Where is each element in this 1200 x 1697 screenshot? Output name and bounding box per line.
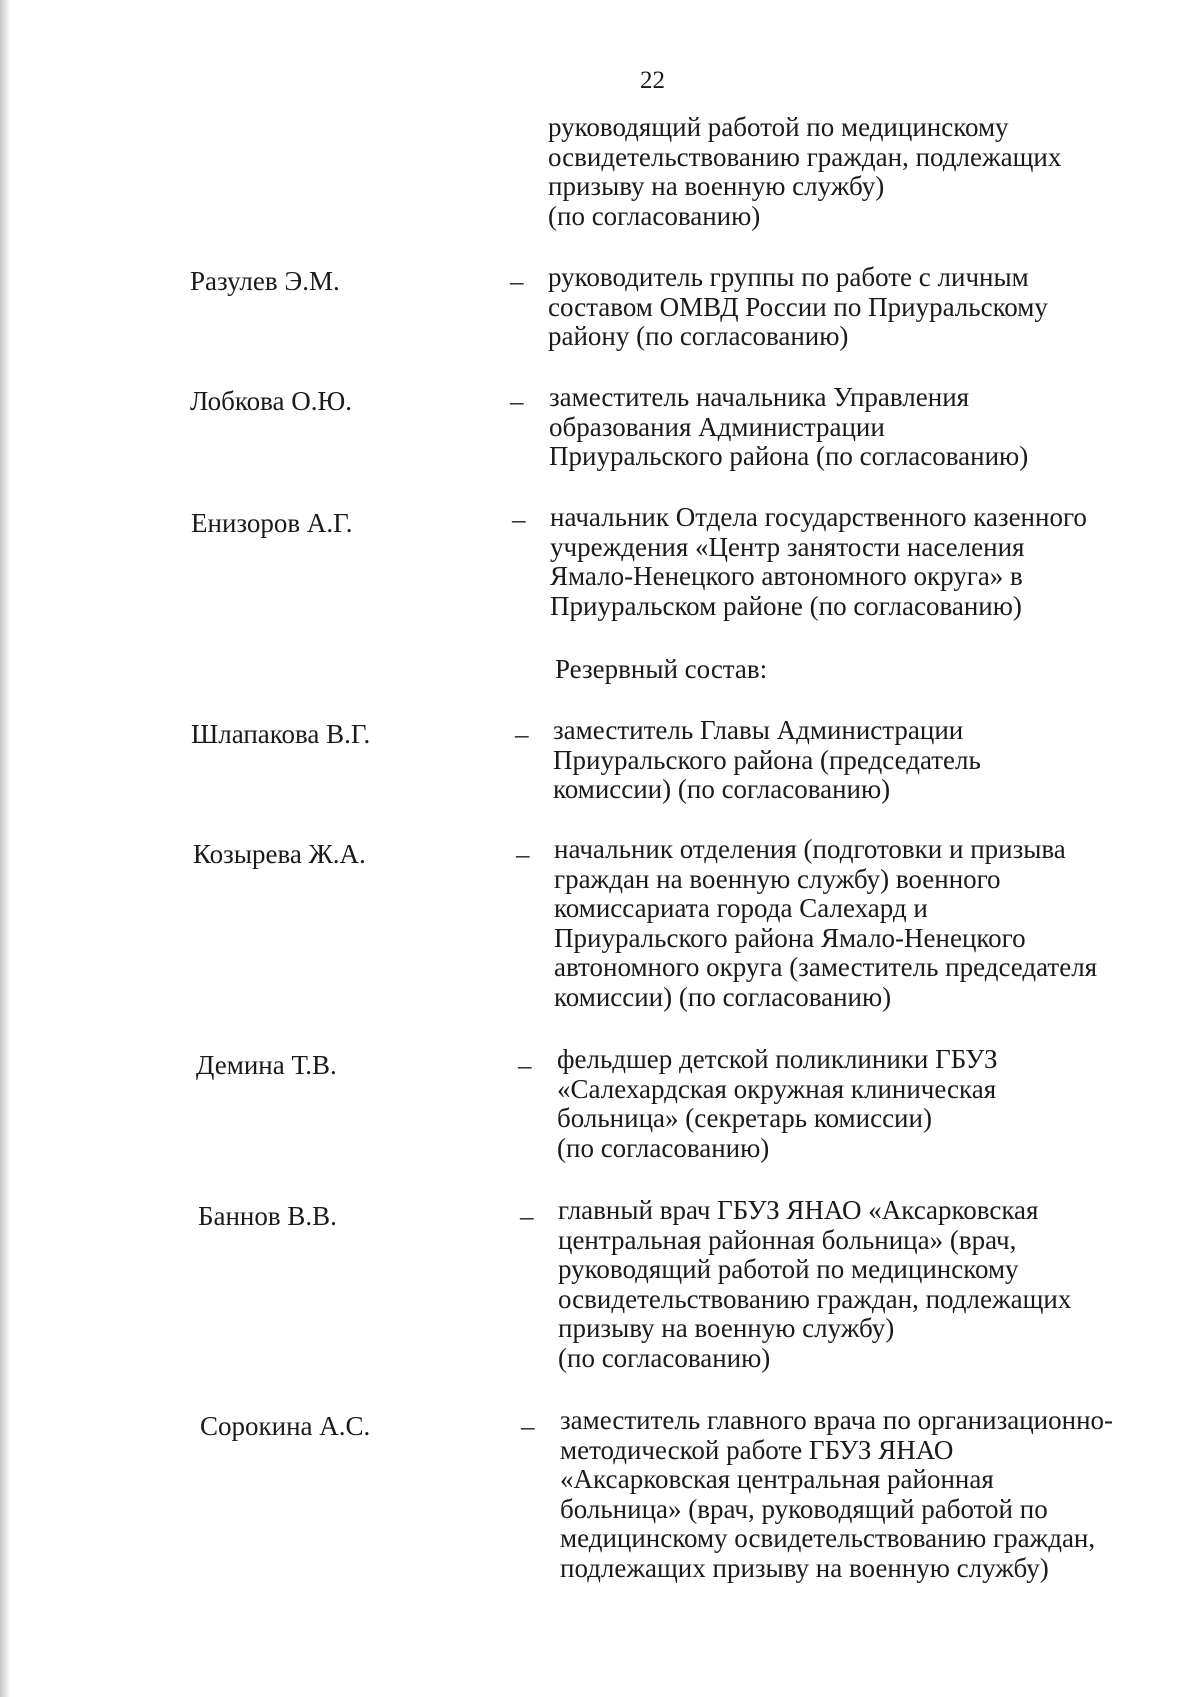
description-line: Приуральского района (по согласованию)	[549, 441, 1029, 471]
description-line: Ямало-Ненецкого автономного округа» в	[550, 561, 1023, 591]
description-line: центральная районная больница» (врач,	[558, 1224, 1017, 1255]
member-name: Лобкова О.Ю.	[190, 386, 352, 416]
member-description	[548, 263, 1048, 352]
dash-separator: –	[512, 504, 526, 534]
description-line: заместитель главного врача по организационно-	[560, 1405, 1114, 1435]
intro-block	[548, 113, 1061, 231]
description-line: комиссии) (по согласованию)	[554, 981, 892, 1012]
intro-line: освидетельствованию граждан, подлежащих	[548, 141, 1062, 172]
description-line: главный врач ГБУЗ ЯНАО «Аксарковская	[558, 1195, 1039, 1225]
member-name: Разулев Э.М.	[190, 266, 340, 296]
description-line: медицинскому освидетельствованию граждан,	[560, 1523, 1096, 1553]
description-line: руководящий работой по медицинскому	[558, 1254, 1019, 1284]
scan-edge	[0, 0, 10, 1697]
dash-separator: –	[518, 1050, 532, 1080]
description-line: освидетельствованию граждан, подлежащих	[558, 1283, 1072, 1314]
member-description	[560, 1406, 1113, 1583]
dash-separator: –	[515, 719, 529, 749]
description-line: подлежащих призыву на военную службу)	[560, 1552, 1049, 1583]
description-line: составом ОМВД России по Приуральскому	[548, 291, 1048, 322]
description-line: учреждения «Центр занятости населения	[550, 531, 1025, 562]
member-description	[549, 383, 1028, 472]
description-line: фельдшер детской поликлиники ГБУЗ	[557, 1044, 998, 1074]
page-number: 22	[640, 67, 665, 94]
intro-line: руководящий работой по медицинскому	[548, 112, 1009, 142]
member-description	[550, 503, 1087, 621]
description-line: комиссии) (по согласованию)	[553, 774, 891, 804]
dash-separator: –	[516, 839, 530, 869]
member-description	[553, 716, 981, 805]
description-line: заместитель Главы Администрации	[553, 715, 964, 745]
dash-separator: –	[521, 1411, 535, 1441]
description-line: району (по согласованию)	[548, 321, 849, 351]
description-line: (по согласованию)	[558, 1342, 771, 1373]
description-line: больница» (секретарь комиссии)	[557, 1103, 932, 1133]
description-line: образования Администрации	[549, 411, 885, 442]
dash-separator: –	[510, 266, 524, 296]
description-line: (по согласованию)	[557, 1132, 770, 1163]
member-name: Енизоров А.Г.	[191, 508, 353, 538]
description-line: комиссариата города Салехард и	[554, 893, 928, 923]
member-name: Демина Т.В.	[196, 1050, 337, 1080]
description-line: начальник отделения (подготовки и призыва	[554, 834, 1066, 864]
member-name: Сорокина А.С.	[200, 1411, 371, 1441]
member-description	[558, 1196, 1071, 1373]
member-description	[557, 1045, 998, 1163]
description-line: методической работе ГБУЗ ЯНАО	[560, 1434, 954, 1465]
description-line: «Аксарковская центральная районная	[560, 1464, 994, 1494]
description-line: руководитель группы по работе с личным	[548, 262, 1029, 292]
description-line: «Салехардская окружная клиническая	[557, 1073, 997, 1104]
member-name: Баннов В.В.	[198, 1201, 337, 1231]
dash-separator: –	[520, 1201, 534, 1231]
reserve-heading: Резервный состав:	[555, 654, 768, 684]
description-line: Приуральском районе (по согласованию)	[550, 590, 1022, 621]
intro-line: (по согласованию)	[548, 200, 761, 231]
member-name: Козырева Ж.А.	[193, 839, 366, 869]
dash-separator: –	[510, 386, 524, 416]
intro-line: призыву на военную службу)	[548, 171, 885, 201]
description-line: Приуральского района (председатель	[553, 744, 981, 775]
member-name: Шлапакова В.Г.	[191, 719, 371, 749]
description-line: граждан на военную службу) военного	[554, 863, 1001, 894]
description-line: заместитель начальника Управления	[549, 382, 970, 412]
description-line: призыву на военную службу)	[558, 1313, 895, 1343]
description-line: больница» (врач, руководящий работой по	[560, 1493, 1048, 1524]
description-line: автономного округа (заместитель председателя	[554, 952, 1098, 982]
member-description	[554, 835, 1097, 1012]
description-line: начальник Отдела государственного казенного	[550, 502, 1087, 532]
description-line: Приуральского района Ямало-Ненецкого	[554, 922, 1026, 953]
